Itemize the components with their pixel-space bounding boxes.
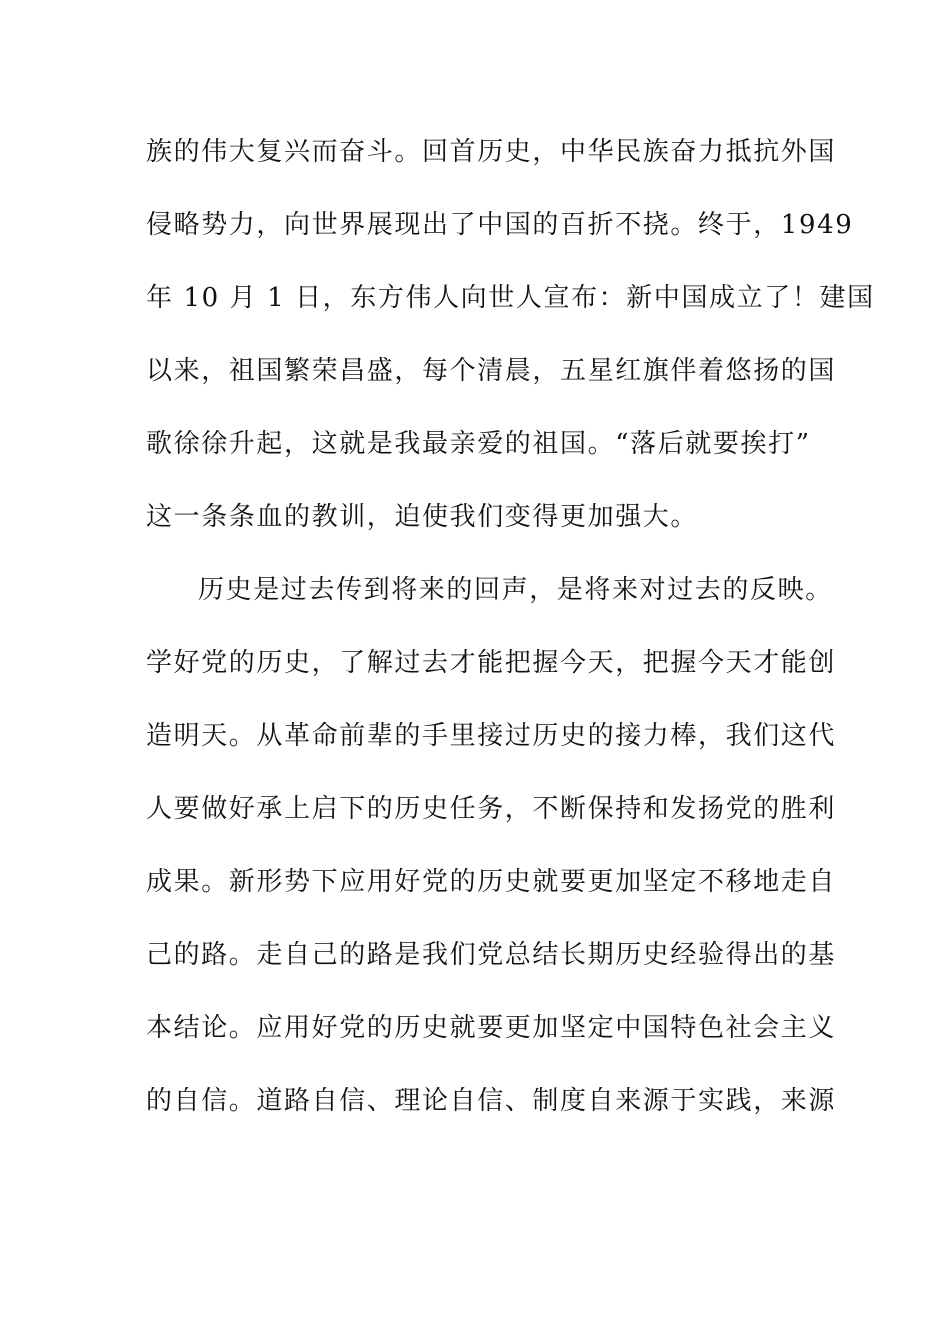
text-line: 造明天。从革命前辈的手里接过历史的接力棒，我们这代: [146, 721, 837, 751]
paragraph-start-line: 历史是过去传到将来的回声，是将来对过去的反映。: [198, 575, 833, 605]
text-line: 以来，祖国繁荣昌盛，每个清晨，五星红旗伴着悠扬的国: [146, 356, 837, 386]
text-line: 本结论。应用好党的历史就要更加坚定中国特色社会主义: [146, 1013, 837, 1043]
text-line: 己的路。走自己的路是我们党总结长期历史经验得出的基: [146, 940, 837, 970]
text-line: 歌徐徐升起，这就是我最亲爱的祖国。“落后就要挨打”: [146, 429, 811, 459]
text-line: 年 10 月 1 日，东方伟人向世人宣布：新中国成立了！建国: [146, 283, 875, 313]
text-line: 成果。新形势下应用好党的历史就要更加坚定不移地走自: [146, 867, 837, 897]
text-line: 侵略势力，向世界展现出了中国的百折不挠。终于，1949: [146, 210, 854, 240]
text-line: 的自信。道路自信、理论自信、制度自来源于实践，来源: [146, 1086, 837, 1116]
text-line: 族的伟大复兴而奋斗。回首历史，中华民族奋力抵抗外国: [146, 137, 837, 167]
text-line: 这一条条血的教训，迫使我们变得更加强大。: [146, 502, 699, 532]
text-line: 学好党的历史，了解过去才能把握今天，把握今天才能创: [146, 648, 837, 678]
text-line: 人要做好承上启下的历史任务，不断保持和发扬党的胜利: [146, 794, 837, 824]
body-text: [146, 128, 875, 1150]
